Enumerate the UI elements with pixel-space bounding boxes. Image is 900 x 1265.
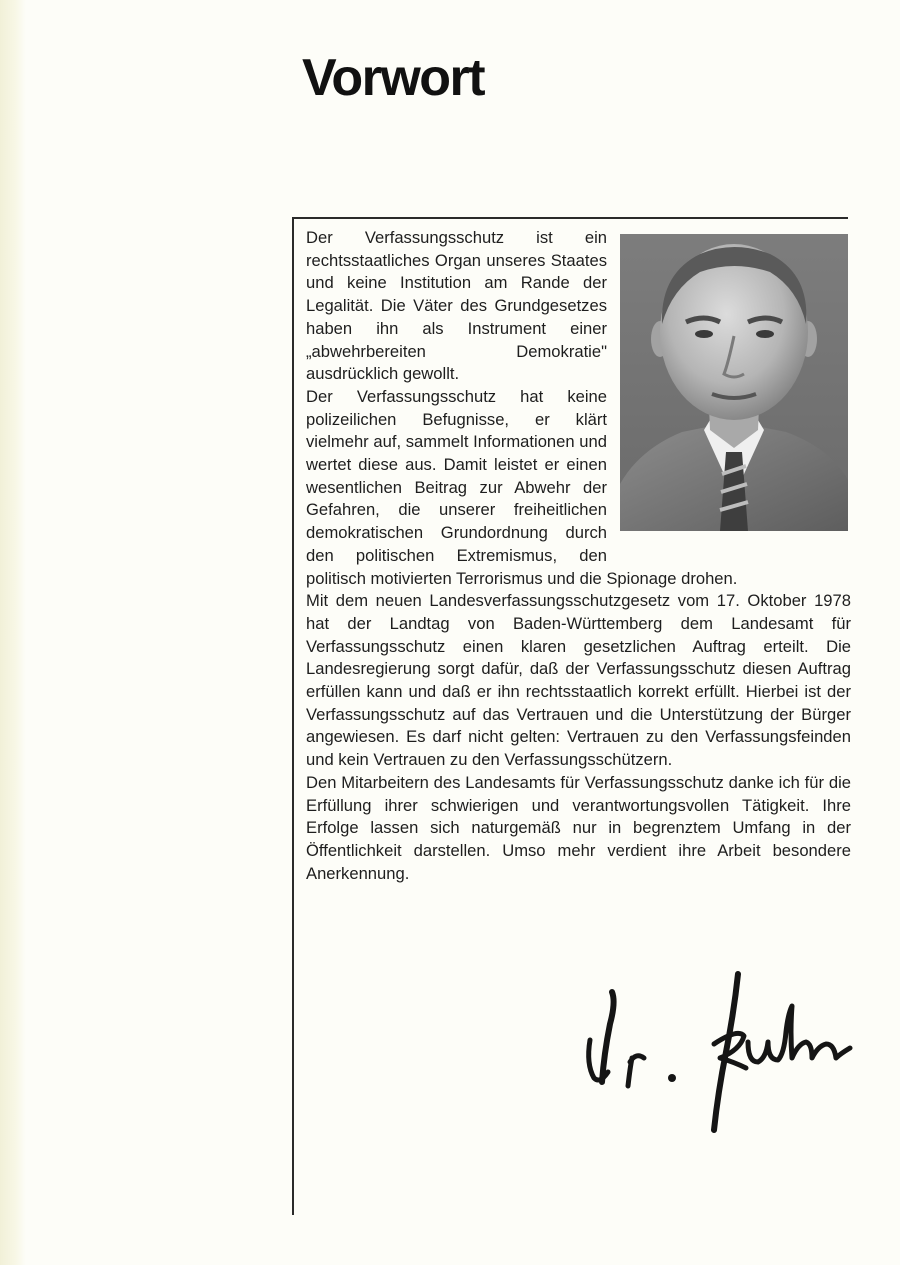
page-title: Vorwort	[302, 49, 485, 107]
page-binding-edge	[0, 0, 26, 1265]
top-rule	[292, 217, 848, 219]
foreword-text	[306, 227, 851, 885]
left-rule	[292, 217, 294, 1215]
photo-text-wrap-spacer	[607, 227, 851, 547]
paragraph: Der Verfassungsschutz ist ein rechtsstaatliches Organ unseres Staates und keine Institution am Rande der Legalität. Die Väter des Grundgesetzes haben ihn als Instrument einer „abwehrbereiten Demokratie" ausdrücklich gewollt.	[306, 228, 607, 384]
handwritten-signature	[568, 962, 858, 1142]
paragraph: Der Verfassungsschutz hat keine polizeilichen Befugnisse, er klärt vielmehr auf, sammelt Informationen und wertet diese aus. Damit leistet er einen wesentlichen Beitrag zur Abwehr der Gefahren, die unserer freiheitlichen demokratischen Grundordnung durch den politischen Extremismus, den politisch motivierten Terrorismus und die Spionage drohen.	[306, 386, 738, 588]
paragraph: Mit dem neuen Landesverfassungsschutzgesetz vom 17. Oktober 1978 hat der Landtag von Baden-Württemberg dem Landesamt für Verfassungsschutz einen klaren gesetzlichen Auftrag erteilt. Die Landesregierung sorgt dafür, daß der Verfassungsschutz diesen Auftrag erfüllen kann und daß er ihn rechtsstaatlich korrekt erfüllt. Hierbei ist der Verfassungsschutz auf das Vertrauen und die Unterstützung der Bürger angewiesen. Es darf nicht gelten: Vertrauen zu den Verfassungsfeinden und kein Vertrauen zu den Verfassungsschützern.	[306, 591, 851, 770]
paragraph: Den Mitarbeitern des Landesamts für Verfassungsschutz danke ich für die Erfüllung ihrer schwierigen und verantwortungsvollen Tätigkeit. Ihre Erfolge lassen sich naturgemäß nur in begrenztem Umfang in der Öffentlichkeit darstellen. Umso mehr verdient ihre Arbeit besondere Anerkennung.	[306, 772, 851, 883]
